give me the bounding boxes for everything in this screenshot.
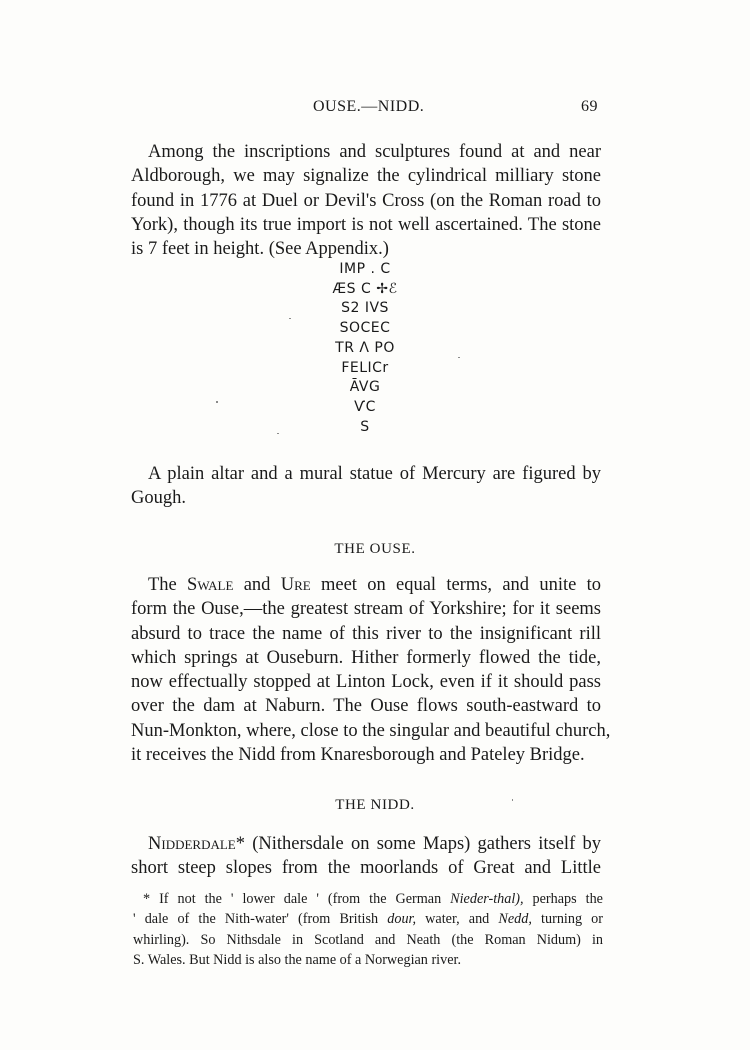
text-line: Among the inscriptions and sculptures found at and near <box>148 142 601 162</box>
text-line: which springs at Ouseburn. Hither formerly flowed the tide, <box>131 647 601 668</box>
text-line: The Swale and Ure meet on equal terms, and unite to <box>148 575 601 595</box>
paper-speck <box>512 799 513 801</box>
text-line: short steep slopes from the moorlands of Great and Little <box>131 858 601 879</box>
paper-speck <box>277 433 279 434</box>
paper-speck <box>289 318 291 319</box>
text-line: absurd to trace the name of this river to the insignificant rill <box>131 623 601 644</box>
inscription-line: SOCEC <box>339 320 391 337</box>
text-line: is 7 feet in height. (See Appendix.) <box>131 239 389 260</box>
inscription-line: TR Ʌ PO <box>335 339 395 356</box>
inscription-line: S2 IVS <box>341 300 389 317</box>
footnote-line: ' dale of the Nith-water' (from British dour, water, and Nedd, turning or <box>133 911 603 928</box>
text-line: Nidderdale* (Nithersdale on some Maps) gathers itself by <box>148 834 601 854</box>
text-line: now effectually stopped at Linton Lock, even if it should pass <box>131 672 601 693</box>
text-line: over the dam at Naburn. The Ouse flows south-eastward to <box>131 696 601 717</box>
ouse-paragraph <box>131 573 611 767</box>
river-name-swale: Swale <box>187 575 234 595</box>
footnote <box>133 889 603 970</box>
inscription-line: ѴC <box>354 398 376 415</box>
text-line: Gough. <box>131 488 186 509</box>
footnote-line: whirling). So Nithsdale in Scotland and Neath (the Roman Nidum) in <box>133 931 603 948</box>
text-line: Aldborough, we may signalize the cylindrical milliary stone <box>131 166 601 187</box>
river-name-ure: Ure <box>280 575 311 595</box>
section-heading-ouse: THE OUSE. <box>334 541 416 557</box>
text-line: A plain altar and a mural statue of Mercury are figured by <box>148 464 601 484</box>
paper-speck <box>216 401 218 403</box>
inscription-line: ÆS C ✢ℰ <box>332 280 398 297</box>
inscription-line: S <box>360 418 370 435</box>
text-line: York), though its true import is not well ascertained. The stone <box>131 214 601 235</box>
running-title: OUSE.—NIDD. <box>313 98 425 115</box>
page-number: 69 <box>581 98 598 115</box>
nidd-paragraph <box>131 832 601 881</box>
paper-speck <box>458 357 460 358</box>
text-line: found in 1776 at Duel or Devil's Cross (on the Roman road to <box>131 190 601 211</box>
text-line: it receives the Nidd from Knaresborough and Pateley Bridge. <box>131 745 585 766</box>
footnote-line: * If not the ' lower dale ' (from the German Nieder-thal), perhaps the <box>143 891 603 907</box>
milliary-inscription <box>300 260 430 437</box>
inscription-line: FELICr <box>341 359 389 376</box>
intro-paragraph <box>131 140 601 261</box>
footnote-line: S. Wales. But Nidd is also the name of a Norwegian river. <box>133 951 461 968</box>
section-heading-nidd: THE NIDD. <box>335 797 415 813</box>
text-line: Nun-Monkton, where, close to the singular and beautiful church, <box>131 720 611 741</box>
inscription-line: IMP . C <box>339 261 391 277</box>
inscription-line: ĀVG <box>349 379 381 396</box>
altar-paragraph <box>131 462 601 511</box>
text-line: form the Ouse,—the greatest stream of Yorkshire; for it seems <box>131 599 601 620</box>
nidderdale-term: Nidderdale <box>148 834 236 854</box>
